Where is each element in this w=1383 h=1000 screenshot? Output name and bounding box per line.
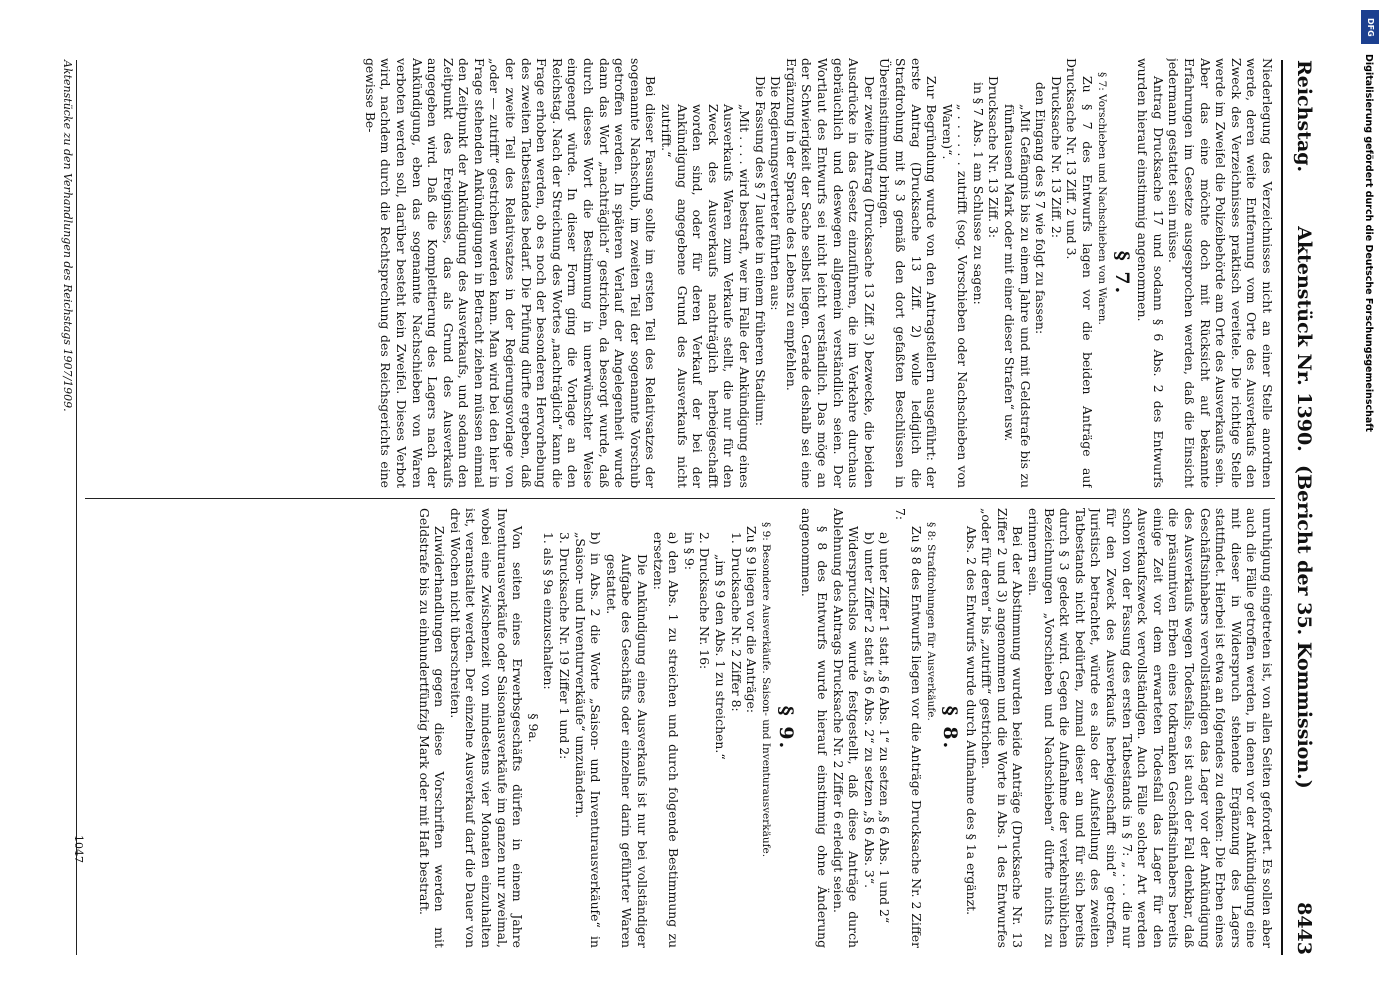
- right-list-item: 3. Drucksache Nr. 19 Ziffer 1 und 2:: [557, 532, 573, 760]
- left-paragraph: Niederlegung des Verzeichnisses nicht an einer Stelle anordnen werde, deren weite Entfernung vom Orte des Ausverkaufs den Zweck des Verzeichnisses praktisch vereitele. Die richtige Stelle werde im Zweifel die Polizeibehörde am Orte des Ausverkaufs sein. Aber das eine möchte doch mit Rücksicht auf bekannte Erfahrungen im Gesetze ausgesprochen werden, daß die Einsicht jedermann gestattet sein müsse.: [1166, 58, 1275, 488]
- left-paragraph: Drucksache Nr. 13 Ziff. 3:: [986, 76, 1002, 239]
- section-heading-9: § 9.: [774, 705, 797, 751]
- column-divider: [85, 498, 1275, 499]
- page-header: [1281, 60, 1323, 955]
- right-list-item: in § 9:: [681, 532, 697, 571]
- right-paragraph: Zu § 9 liegen vor die Anträge:: [744, 526, 760, 714]
- digitization-strip: [1360, 6, 1382, 996]
- left-quote: „Mit Gefängnis bis zu einem Jahre und mit Geldstrafe bis zu fünftausend Mark oder mit einer dieser Strafen“ usw.: [1002, 104, 1033, 488]
- section-heading-7: § 7.: [1110, 250, 1133, 296]
- section-margin-note: § 7: Vorschieben und Nachschieben von Waren.: [1096, 72, 1109, 325]
- right-list-item: 1. Drucksache Nr. 2 Ziffer 8:: [728, 532, 744, 712]
- sheet-number: 1047: [72, 835, 85, 863]
- header-report-title: (Bericht der 35. Kommission.): [1293, 465, 1315, 789]
- left-column: [85, 58, 1275, 488]
- header-page-number: 8443: [1293, 902, 1315, 955]
- right-list-item: 2. Drucksache Nr. 16:: [697, 532, 713, 670]
- right-list-item: a) unter Ziffer 1 statt „§ 6 Abs. 1“ zu setzen „§ 6 Abs. 1 und 2“: [877, 532, 893, 924]
- right-paragraph: Zuwiderhandlungen gegen diese Vorschriften werden mit Geldstrafe bis zu einhundertfünfzig Mark oder mit Haft bestraft.: [416, 508, 448, 948]
- right-subheading: § 9a.: [525, 713, 541, 743]
- left-quote: „ . . . . . . zutrifft (sog. Vorschieben oder Nachschieben von Waren)“.: [939, 104, 971, 488]
- left-quote: „Mit . . . . wird bestraft, wer im Falle der Ankündigung eines Ausverkaufs Waren zum Verkaufe stellt, die nur für den Zweck des Ausverkaufs nachträglich herbeigeschafft worden sind, oder für deren Verkauf der bei der Ankündigung angegebene Grund des Ausverkaufs nicht zutrifft.“: [659, 104, 752, 488]
- funding-note: Digitalisierung gefördert durch die Deutsche Forschungsgemeinschaft: [1363, 54, 1374, 432]
- dfg-logo: DFG: [1361, 10, 1379, 44]
- left-paragraph: Der zweite Antrag (Drucksache 13 Ziff. 3) bezwecke, die beiden Ausdrücke in das Gesetz einzuführen, die im Verkehre durchaus gebräuchlich und deswegen allgemein verständlich seien. Der Wortlaut des Entwurfs sei nicht leicht verständlich. Das möge an der Schwierigkeit der Sache selbst liegen. Gerade deshalb sei eine Ergänzung in der Sprache des Lebens zu empfehlen.: [783, 58, 877, 488]
- left-paragraph: Drucksache Nr. 13 Ziff. 2:: [1048, 76, 1064, 239]
- left-paragraph: Bei dieser Fassung sollte im ersten Teil des Relativsatzes der sogenannte Nachschub, im zweiten Teil der sogenannte Vorschub getroffen werden. In späteren Verlauf der Angelegenheit wurde dann das Wort „nachträglich“ gestrichen, da besorgt wurde, daß durch dieses Wort die Bestimmung in unerwünschter Weise eingeengt würde. In dieser Form ging die Vorlage an den Reichstag. Nach der Streichung des Wortes „nachträglich“ kann die Frage erhoben werden, ob es noch der besonderen Hervorhebung des zweiten Tatbestandes bedarf. Die Prüfung dürfte ergeben, daß der zweite Teil des Relativsatzes in der Regierungsvorlage von „oder — zutrifft“ gestrichen werden kann. Man wird bei den hier in Frage stehenden Ankündigungen in Betracht ziehen müssen einmal den Zeitpunkt der Ankündigung des Ausverkaufs, und sodann den Zeitpunkt des Ereignisses, das als Grund des Ausverkaufs angegeben wird. Daß die Komplettierung des Lagers nach der Ankündigung, eben das sogenannte Nachschieben von Waren verboten werden soll, darüber besteht kein Zweifel. Dieses Verbot wird, nachdem durch die Rechtsprechung des Reichsgerichts eine gewisse Be-: [362, 58, 659, 488]
- header-reichstag: Reichstag.: [1293, 60, 1315, 173]
- section-margin-note: § 8: Strafdrohungen für Ausverkäufe.: [924, 522, 937, 721]
- left-paragraph: Zu § 7 des Entwurfs lagen vor die beiden Anträge auf Drucksache Nr. 13 Ziff. 2 und 3.: [1064, 58, 1096, 488]
- left-paragraph: Zur Begründung wurde von den Antragstellern ausgeführt: der erste Antrag (Drucksache 13 Ziff. 2) wolle lediglich die Strafdrohung mit § 3 gemäß den dort gefaßten Beschlüssen in Übereinstimmung bringen.: [877, 58, 940, 488]
- left-paragraph: in § 7 Abs. 1 am Schlusse zu sagen:: [970, 82, 986, 305]
- right-paragraph: Bei der Abstimmung wurden beide Anträge (Drucksache Nr. 13 Ziffer 2 und 3) angenommen und die Worte in Abs. 1 des Entwurfes „oder für deren“ bis „zutrifft“ gestrichen.: [979, 508, 1026, 948]
- section-margin-note: § 9: Besondere Ausverkäufe. Saison- und Inventurausverkäufe.: [760, 522, 773, 858]
- header-aktenstueck: [1293, 60, 1315, 955]
- right-paragraph: Widerspruchslos wurde festgestellt, daß diese Anträge durch Ablehnung des Antrags Drucksache Nr. 2 Ziffer 6 erledigt seien.: [830, 508, 862, 948]
- left-paragraph: Die Fassung des § 7 lautete in einem früheren Stadium:: [752, 76, 768, 427]
- right-column: [85, 508, 1275, 948]
- section-heading-8: § 8.: [939, 705, 962, 751]
- right-paragraph: Von seiten eines Erwerbsgeschäfts dürfen in einem Jahre Inventurausverkäufe oder Saisonausverkäufe im ganzen nur zweimal, wobei eine Zwischenzeit von mindestens vier Monaten einzuhalten ist, veranstaltet werden. Der einzelne Ausverkauf darf die Dauer von drei Wochen nicht überschreiten.: [447, 508, 526, 948]
- right-list-item: b) unter Ziffer 2 statt „§ 6 Abs. 2“ zu setzen „§ 6 Abs. 3“.: [861, 532, 877, 889]
- left-paragraph: den Eingang des § 7 wie folgt zu fassen:: [1033, 82, 1049, 335]
- header-document-number: Aktenstück Nr. 1390.: [1293, 226, 1315, 452]
- left-paragraph: Die Regierungsvertreter führten aus:: [768, 76, 784, 311]
- right-list-item: b) in Abs. 2 die Worte „Saison- und Inventurausverkäufe“ in „Saison- und Inventurverkäufe“ umzuändern.: [572, 532, 604, 948]
- right-list-item: a) den Abs. 1 zu streichen und durch folgende Bestimmung zu ersetzen:: [650, 532, 682, 948]
- right-quote: Die Ankündigung eines Ausverkaufs ist nur bei vollständiger Aufgabe des Geschäfts oder einzelner darin geführter Waren gestattet.: [603, 554, 651, 948]
- right-quote: „im § 9 den Abs. 1 zu streichen.“: [713, 554, 728, 760]
- page-footer: Aktenstücke zu den Verhandlungen des Reichstags 1907/1909.: [61, 60, 77, 955]
- right-paragraph: Abs. 2 des Entwurfs wurde durch Aufnahme des § 1a ergänzt.: [963, 526, 979, 916]
- right-list-item: 1. als § 9a einzuschalten:: [541, 532, 557, 690]
- right-paragraph: unruhigung eingetreten ist, von allen Seiten gefordert. Es sollen aber auch die Fälle getroffen werden, in denen vor der Ankündigung eine mit dieser in Widerspruch stehende Ergänzung des Lagers stattfindet. Hierbei ist etwa an folgendes zu denken: Die Erben eines Geschäftsinhabers vervollständigen das Lager vor der Ankündigung des Ausverkaufs wegen Todesfalls; es ist auch der Fall denkbar, daß die präsumtiven Erben eines todkranken Geschäftsinhabers bereits einige Zeit vor dem erwarteten Todesfall das Lager für den Ausverkaufszweck vervollständigen. Auch Fälle solcher Art werden schon von der Fassung des ersten Tatbestands in § 7: „ . . . die nur für den Zweck des Ausverkaufs herbeigeschafft sind“ getroffen. Juristisch betrachtet, würde es also der Aufstellung des zweiten Tatbestands nicht bedürfen, zumal dieser an und für sich bereits durch § 3 gedeckt wird. Gegen die Aufnahme der verkehrsüblichen Bezeichnungen „Vorschieben und Nachschieben“ dürfte nichts zu erinnern sein.: [1026, 508, 1275, 948]
- right-paragraph: § 8 des Entwurfs wurde hierauf einstimmig ohne Änderung angenommen.: [799, 508, 830, 948]
- left-paragraph: Antrag Drucksache 17 und sodann § 6 Abs. 2 des Entwurfs wurden hierauf einstimmig angenommen.: [1135, 58, 1166, 488]
- right-paragraph: Zu § 8 des Entwurfs liegen vor die Anträge Drucksache Nr. 2 Ziffer 7:: [892, 508, 924, 948]
